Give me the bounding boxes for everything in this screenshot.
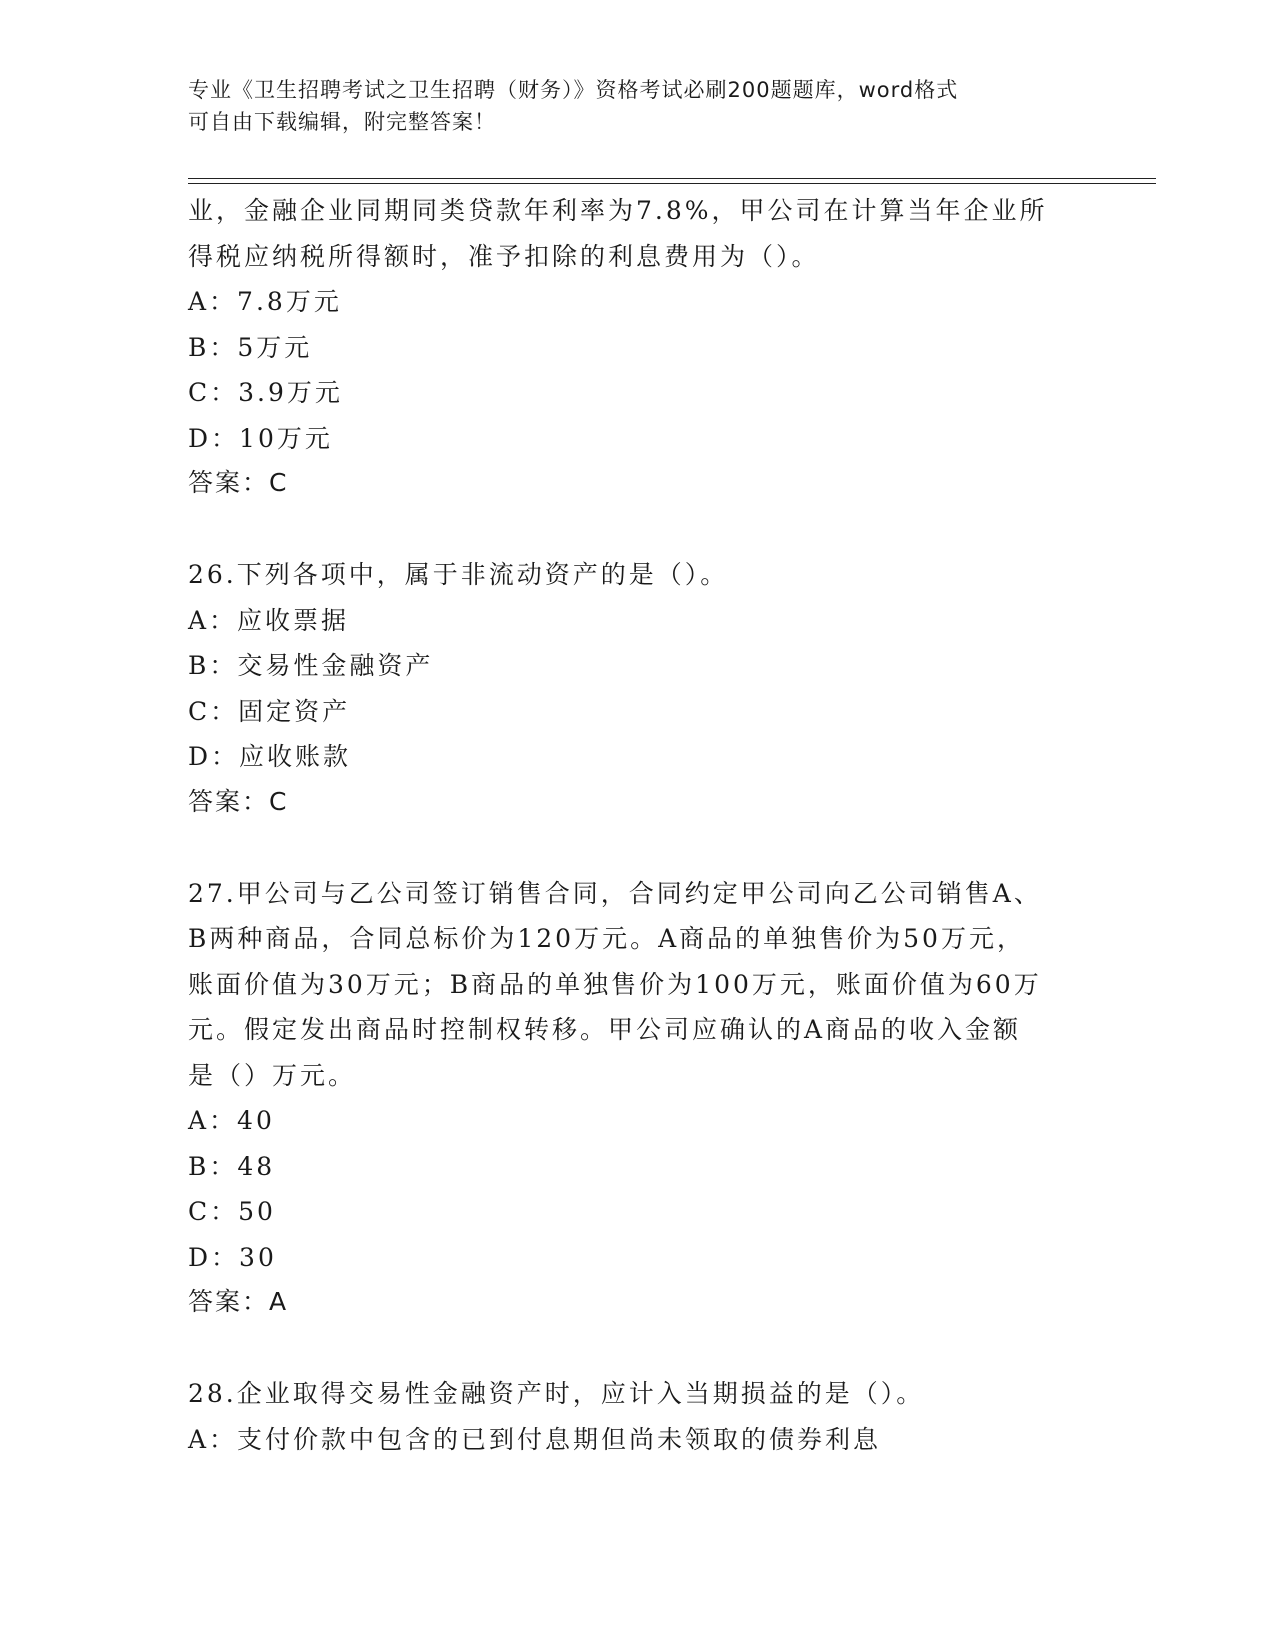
answer-label: 答案：C	[188, 786, 289, 816]
question-text-line: 是（）万元。	[188, 1060, 357, 1090]
option-a: A：应收票据	[188, 605, 350, 635]
question-26	[188, 552, 1088, 824]
option-c: C：50	[188, 1197, 276, 1226]
question-text-line: 业，金融企业同期同类贷款年利率为7.8%，甲公司在计算当年企业所	[188, 196, 1048, 225]
question-text	[188, 871, 1088, 1099]
option-a: A：7.8万元	[188, 287, 342, 316]
question-28	[188, 1371, 1088, 1462]
question-text-line: 元。假定发出商品时控制权转移。甲公司应确认的A商品的收入金额	[188, 1015, 1022, 1044]
answer-label: 答案：A	[188, 1287, 289, 1316]
answer-label: 答案：C	[188, 468, 289, 497]
question-text	[188, 188, 1088, 279]
option-a: A：40	[188, 1106, 275, 1135]
question-text-line: B两种商品，合同总标价为120万元。A商品的单独售价为50万元，	[188, 924, 1025, 953]
option-d: D：30	[188, 1242, 277, 1272]
question-text	[188, 552, 1088, 598]
option-c: C：3.9万元	[188, 378, 343, 407]
header-line-2: 可自由下载编辑，附完整答案！	[188, 110, 496, 134]
question-text-line: 27.甲公司与乙公司签订销售合同，合同约定甲公司向乙公司销售A、	[188, 878, 1042, 908]
option-d: D：10万元	[188, 423, 333, 453]
option-b: B：交易性金融资产	[188, 651, 434, 680]
question-text-line: 得税应纳税所得额时，准予扣除的利息费用为（）。	[188, 241, 820, 271]
question-text-line: 账面价值为30万元；B商品的单独售价为100万元，账面价值为60万	[188, 969, 1042, 999]
header-divider-top	[188, 178, 1156, 179]
question-list	[188, 188, 1088, 1462]
question-text	[188, 1371, 1088, 1417]
option-b: B：48	[188, 1151, 276, 1181]
option-b: B：5万元	[188, 332, 313, 362]
option-a: A：支付价款中包含的已到付息期但尚未领取的债券利息	[188, 1424, 882, 1454]
option-c: C：固定资产	[188, 696, 351, 726]
question-27	[188, 871, 1088, 1325]
question-25	[188, 188, 1088, 505]
question-text-line: 28.企业取得交易性金融资产时，应计入当期损益的是（）。	[188, 1379, 925, 1408]
page-header	[188, 74, 1088, 138]
header-divider-bottom	[188, 183, 1156, 184]
option-d: D：应收账款	[188, 742, 352, 771]
question-text-line: 26.下列各项中，属于非流动资产的是（）。	[188, 560, 729, 589]
header-line-1: 专业《卫生招聘考试之卫生招聘（财务）》资格考试必刷200题题库，word格式	[188, 78, 959, 102]
